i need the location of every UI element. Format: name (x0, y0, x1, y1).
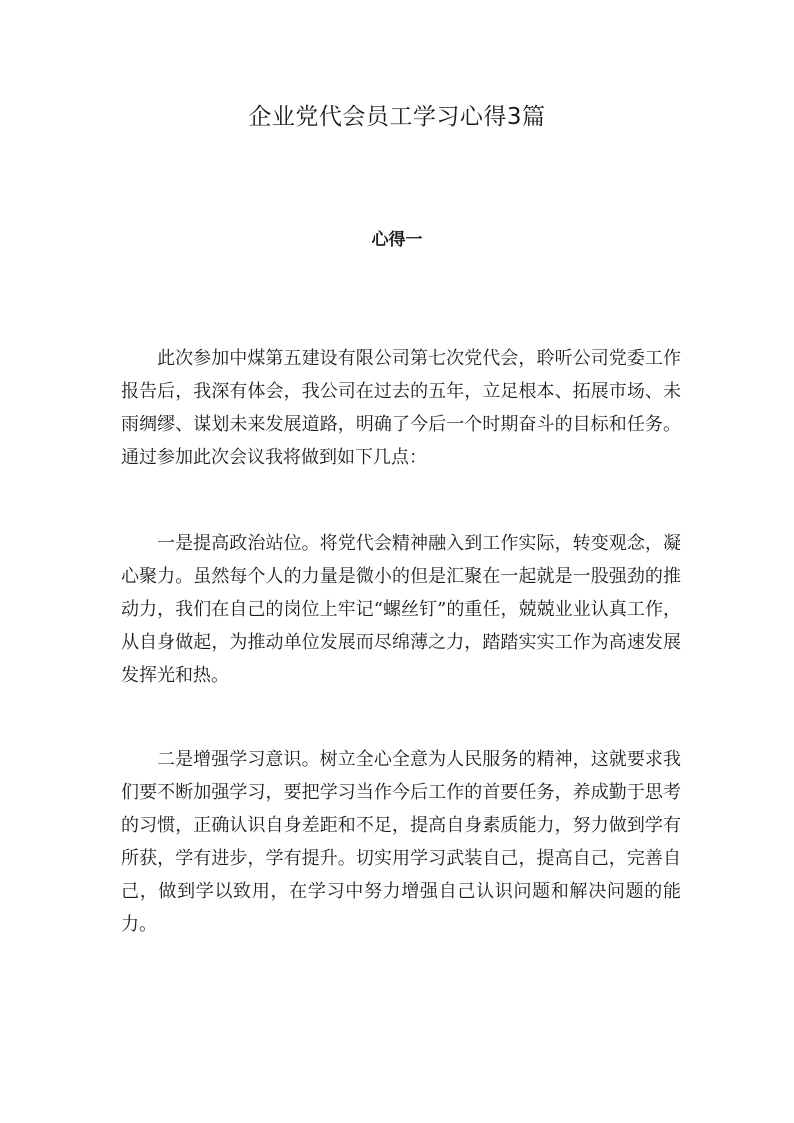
section-heading: 心得一 (371, 230, 423, 250)
paragraph-3: 二是增强学习意识。树立全心全意为人民服务的精神，这就要求我们要不断加强学习，要把学习当作今后工作的首要任务，养成勤于思考的习惯，正确认识自身差距和不足，提高自身素质能力，努力做到学有所获，学有进步，学有提升。切实用学习武装自己，提高自己，完善自己，做到学以致用，在学习中努力增强自己认识问题和解决问题的能力。 (121, 749, 681, 935)
paragraph-1: 此次参加中煤第五建设有限公司第七次党代会，聆听公司党委工作报告后，我深有体会，我公司在过去的五年，立足根本、拓展市场、未雨绸缪、谋划未来发展道路，明确了今后一个时期奋斗的目标和任务。通过参加此次会议我将做到如下几点： (121, 348, 681, 468)
paragraph-2: 一是提高政治站位。将党代会精神融入到工作实际，转变观念，凝心聚力。虽然每个人的力量是微小的但是汇聚在一起就是一股强劲的推动力，我们在自己的岗位上牢记“螺丝钉”的重任，兢兢业业认真工作，从自身做起，为推动单位发展而尽绵薄之力，踏踏实实工作为高速发展发挥光和热。 (121, 533, 681, 686)
document-title: 企业党代会员工学习心得3篇 (248, 104, 546, 130)
